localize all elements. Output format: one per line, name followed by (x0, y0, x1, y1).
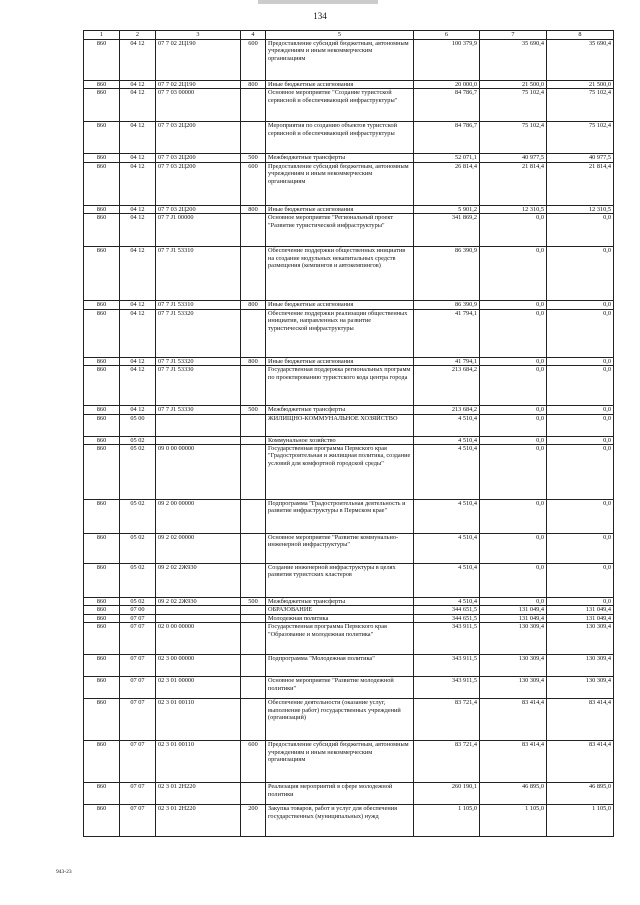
target-article-cell: 07 7 J1 53330 (156, 406, 241, 414)
amount-col8-cell: 0,0 (547, 533, 614, 563)
amount-col8-cell: 0,0 (547, 406, 614, 414)
table-row (84, 805, 614, 837)
section-code-cell: 04 12 (120, 309, 156, 357)
amount-col7-cell: 0,0 (480, 597, 547, 605)
amount-col6-cell: 4 510,4 (414, 597, 480, 605)
section-code-cell: 05 02 (120, 444, 156, 499)
amount-col7-cell: 0,0 (480, 436, 547, 444)
ministry-code-cell: 860 (84, 414, 120, 436)
ministry-code-cell: 860 (84, 805, 120, 837)
expense-type-cell (241, 614, 266, 622)
amount-col8-cell: 46 895,0 (547, 783, 614, 805)
item-name-cell: Предоставление субсидий бюджетным, автономным учреждениям и иным некоммерческим организациям (266, 162, 414, 205)
amount-col7-cell: 0,0 (480, 533, 547, 563)
target-article-cell: 07 7 02 2Ц190 (156, 81, 241, 89)
expense-type-cell (241, 533, 266, 563)
table-row (84, 214, 614, 247)
item-name-cell: Коммунальное хозяйство (266, 436, 414, 444)
item-name-cell: Создание инженерной инфраструктуры в целях развития туристских кластеров (266, 563, 414, 597)
table-row (84, 623, 614, 655)
amount-col8-cell: 0,0 (547, 597, 614, 605)
amount-col6-cell: 4 510,4 (414, 414, 480, 436)
table-row (84, 655, 614, 677)
table-row (84, 699, 614, 741)
target-article-cell: 09 2 00 00000 (156, 499, 241, 533)
target-article-cell: 02 3 01 2Н220 (156, 805, 241, 837)
target-article-cell: 09 2 02 2Ж930 (156, 563, 241, 597)
expense-type-cell: 800 (241, 301, 266, 309)
item-name-cell: Государственная программа Пермского края "Образование и молодежная политика" (266, 623, 414, 655)
table-row (84, 614, 614, 622)
expense-type-cell (241, 606, 266, 614)
section-code-cell: 07 07 (120, 741, 156, 783)
table-row (84, 366, 614, 406)
amount-col7-cell: 0,0 (480, 214, 547, 247)
ministry-code-cell: 860 (84, 89, 120, 122)
amount-col8-cell: 12 310,5 (547, 205, 614, 213)
amount-col7-cell: 0,0 (480, 357, 547, 365)
item-name-cell: Подпрограмма "Молодежная политика" (266, 655, 414, 677)
item-name-cell: Основное мероприятие "Развитие молодежной политики" (266, 677, 414, 699)
item-name-cell: Иные бюджетные ассигнования (266, 81, 414, 89)
target-article-cell: 07 7 J1 53320 (156, 357, 241, 365)
amount-col8-cell: 0,0 (547, 499, 614, 533)
table-row (84, 563, 614, 597)
amount-col8-cell: 0,0 (547, 309, 614, 357)
amount-col6-cell: 344 651,5 (414, 614, 480, 622)
amount-col7-cell: 131 049,4 (480, 606, 547, 614)
expense-type-cell (241, 122, 266, 154)
section-code-cell: 07 07 (120, 783, 156, 805)
expense-type-cell (241, 499, 266, 533)
target-article-cell: 07 7 J1 53330 (156, 366, 241, 406)
amount-col6-cell: 4 510,4 (414, 499, 480, 533)
section-code-cell: 04 12 (120, 214, 156, 247)
amount-col7-cell: 0,0 (480, 563, 547, 597)
section-code-cell: 04 12 (120, 89, 156, 122)
ministry-code-cell: 860 (84, 309, 120, 357)
item-name-cell: Государственная поддержка региональных программ по проектированию туристского кода центра города (266, 366, 414, 406)
target-article-cell: 02 3 01 2Н220 (156, 783, 241, 805)
expense-type-cell: 800 (241, 81, 266, 89)
table-row (84, 81, 614, 89)
ministry-code-cell: 860 (84, 406, 120, 414)
amount-col8-cell: 21 814,4 (547, 162, 614, 205)
ministry-code-cell: 860 (84, 677, 120, 699)
target-article-cell (156, 436, 241, 444)
table-row (84, 357, 614, 365)
expense-type-cell: 800 (241, 357, 266, 365)
target-article-cell: 09 2 02 00000 (156, 533, 241, 563)
target-article-cell: 07 7 03 2Ц200 (156, 205, 241, 213)
table-row (84, 606, 614, 614)
amount-col7-cell: 130 309,4 (480, 623, 547, 655)
item-name-cell: Молодежная политика (266, 614, 414, 622)
table-row (84, 783, 614, 805)
ministry-code-cell: 860 (84, 81, 120, 89)
expense-type-cell (241, 366, 266, 406)
target-article-cell: 07 7 J1 53320 (156, 309, 241, 357)
amount-col6-cell: 84 786,7 (414, 89, 480, 122)
item-name-cell: ЖИЛИЩНО-КОММУНАЛЬНОЕ ХОЗЯЙСТВО (266, 414, 414, 436)
amount-col6-cell: 343 911,5 (414, 677, 480, 699)
ministry-code-cell: 860 (84, 533, 120, 563)
ministry-code-cell: 860 (84, 247, 120, 301)
amount-col8-cell: 131 049,4 (547, 606, 614, 614)
ministry-code-cell: 860 (84, 366, 120, 406)
amount-col7-cell: 40 977,5 (480, 154, 547, 162)
section-code-cell: 04 12 (120, 406, 156, 414)
section-code-cell: 04 12 (120, 81, 156, 89)
ministry-code-cell: 860 (84, 40, 120, 81)
column-header: 6 (414, 31, 480, 40)
amount-col7-cell: 75 102,4 (480, 89, 547, 122)
table-header (84, 31, 614, 40)
amount-col6-cell: 343 911,5 (414, 623, 480, 655)
amount-col6-cell: 86 390,9 (414, 301, 480, 309)
item-name-cell: Основное мероприятие "Развитие коммунально-инженерной инфраструктуры" (266, 533, 414, 563)
ministry-code-cell: 860 (84, 563, 120, 597)
table-row (84, 414, 614, 436)
ministry-code-cell: 860 (84, 357, 120, 365)
amount-col6-cell: 84 786,7 (414, 122, 480, 154)
table-row (84, 89, 614, 122)
column-header: 2 (120, 31, 156, 40)
item-name-cell: Обеспечение поддержки реализации общественных инициатив, направленных на развитие туристической инфраструктуры (266, 309, 414, 357)
amount-col7-cell: 0,0 (480, 366, 547, 406)
amount-col6-cell: 213 684,2 (414, 406, 480, 414)
column-header: 7 (480, 31, 547, 40)
target-article-cell: 02 3 01 00000 (156, 677, 241, 699)
target-article-cell: 02 3 01 00110 (156, 741, 241, 783)
amount-col6-cell: 20 000,0 (414, 81, 480, 89)
table-row (84, 205, 614, 213)
item-name-cell: Межбюджетные трансферты (266, 406, 414, 414)
amount-col7-cell: 35 690,4 (480, 40, 547, 81)
amount-col7-cell: 83 414,4 (480, 699, 547, 741)
amount-col8-cell: 0,0 (547, 563, 614, 597)
amount-col8-cell: 83 414,4 (547, 699, 614, 741)
item-name-cell: Основное мероприятие "Создание туристской сервисной и обеспечивающей инфраструктуры" (266, 89, 414, 122)
amount-col6-cell: 343 911,5 (414, 655, 480, 677)
target-article-cell (156, 614, 241, 622)
expense-type-cell: 800 (241, 205, 266, 213)
table-row (84, 741, 614, 783)
table-row (84, 597, 614, 605)
amount-col8-cell: 83 414,4 (547, 741, 614, 783)
amount-col8-cell: 21 500,0 (547, 81, 614, 89)
amount-col6-cell: 52 071,1 (414, 154, 480, 162)
amount-col8-cell: 40 977,5 (547, 154, 614, 162)
table-row (84, 499, 614, 533)
item-name-cell: Иные бюджетные ассигнования (266, 301, 414, 309)
expense-type-cell (241, 414, 266, 436)
section-code-cell: 05 02 (120, 597, 156, 605)
item-name-cell: Подпрограмма "Градостроительная деятельность и развитие инфраструктуры в Пермском крае" (266, 499, 414, 533)
target-article-cell: 07 7 03 2Ц200 (156, 154, 241, 162)
amount-col6-cell: 5 901,2 (414, 205, 480, 213)
expense-type-cell: 600 (241, 741, 266, 783)
amount-col8-cell: 0,0 (547, 366, 614, 406)
target-article-cell: 02 0 00 00000 (156, 623, 241, 655)
section-code-cell: 07 07 (120, 614, 156, 622)
footer-code: 943-23 (56, 869, 72, 875)
section-code-cell: 05 02 (120, 533, 156, 563)
ministry-code-cell: 860 (84, 741, 120, 783)
section-code-cell: 04 12 (120, 357, 156, 365)
section-code-cell: 05 02 (120, 499, 156, 533)
amount-col7-cell: 0,0 (480, 406, 547, 414)
section-code-cell: 04 12 (120, 154, 156, 162)
ministry-code-cell: 860 (84, 783, 120, 805)
amount-col6-cell: 86 390,9 (414, 247, 480, 301)
section-code-cell: 07 07 (120, 655, 156, 677)
expense-type-cell (241, 436, 266, 444)
amount-col8-cell: 0,0 (547, 414, 614, 436)
amount-col6-cell: 213 684,2 (414, 366, 480, 406)
ministry-code-cell: 860 (84, 301, 120, 309)
amount-col7-cell: 0,0 (480, 309, 547, 357)
amount-col6-cell: 4 510,4 (414, 436, 480, 444)
ministry-code-cell: 860 (84, 623, 120, 655)
table-row (84, 301, 614, 309)
target-article-cell: 07 7 J1 00000 (156, 214, 241, 247)
target-article-cell: 07 7 J1 53310 (156, 247, 241, 301)
amount-col6-cell: 1 105,0 (414, 805, 480, 837)
amount-col7-cell: 12 310,5 (480, 205, 547, 213)
expense-type-cell: 500 (241, 154, 266, 162)
expense-type-cell: 600 (241, 40, 266, 81)
table-row (84, 436, 614, 444)
ministry-code-cell: 860 (84, 436, 120, 444)
expense-type-cell: 500 (241, 406, 266, 414)
amount-col6-cell: 4 510,4 (414, 563, 480, 597)
item-name-cell: Основное мероприятие "Региональный проект "Развитие туристической инфраструктуры" (266, 214, 414, 247)
amount-col6-cell: 83 721,4 (414, 741, 480, 783)
item-name-cell: Предоставление субсидий бюджетным, автономным учреждениям и иным некоммерческим организациям (266, 741, 414, 783)
section-code-cell: 04 12 (120, 247, 156, 301)
table-row (84, 40, 614, 81)
section-code-cell: 04 12 (120, 40, 156, 81)
item-name-cell: ОБРАЗОВАНИЕ (266, 606, 414, 614)
expense-type-cell (241, 699, 266, 741)
amount-col7-cell: 0,0 (480, 247, 547, 301)
expense-type-cell (241, 623, 266, 655)
amount-col8-cell: 0,0 (547, 214, 614, 247)
budget-table (83, 30, 614, 837)
amount-col8-cell: 1 105,0 (547, 805, 614, 837)
section-code-cell: 07 07 (120, 677, 156, 699)
expense-type-cell (241, 783, 266, 805)
target-article-cell (156, 606, 241, 614)
amount-col8-cell: 0,0 (547, 436, 614, 444)
section-code-cell: 04 12 (120, 301, 156, 309)
table-body (84, 40, 614, 837)
amount-col7-cell: 1 105,0 (480, 805, 547, 837)
amount-col7-cell: 0,0 (480, 301, 547, 309)
amount-col6-cell: 260 190,1 (414, 783, 480, 805)
target-article-cell: 07 7 J1 53310 (156, 301, 241, 309)
target-article-cell: 07 7 02 2Ц190 (156, 40, 241, 81)
ministry-code-cell: 860 (84, 154, 120, 162)
ministry-code-cell: 860 (84, 606, 120, 614)
expense-type-cell: 500 (241, 597, 266, 605)
section-code-cell: 04 12 (120, 205, 156, 213)
table-row (84, 444, 614, 499)
item-name-cell: Предоставление субсидий бюджетным, автономным учреждениям и иным некоммерческим организациям (266, 40, 414, 81)
amount-col8-cell: 35 690,4 (547, 40, 614, 81)
amount-col6-cell: 4 510,4 (414, 533, 480, 563)
amount-col8-cell: 0,0 (547, 301, 614, 309)
amount-col7-cell: 75 102,4 (480, 122, 547, 154)
column-header: 8 (547, 31, 614, 40)
target-article-cell (156, 414, 241, 436)
expense-type-cell (241, 247, 266, 301)
ministry-code-cell: 860 (84, 444, 120, 499)
section-code-cell: 05 02 (120, 436, 156, 444)
ministry-code-cell: 860 (84, 499, 120, 533)
target-article-cell: 07 7 03 2Ц200 (156, 122, 241, 154)
amount-col6-cell: 26 814,4 (414, 162, 480, 205)
item-name-cell: Обеспечение деятельности (оказание услуг, выполнение работ) государственных учреждений (организаций) (266, 699, 414, 741)
amount-col6-cell: 344 651,5 (414, 606, 480, 614)
item-name-cell: Межбюджетные трансферты (266, 597, 414, 605)
column-header: 1 (84, 31, 120, 40)
ministry-code-cell: 860 (84, 655, 120, 677)
section-code-cell: 05 02 (120, 563, 156, 597)
table-row (84, 406, 614, 414)
ministry-code-cell: 860 (84, 162, 120, 205)
target-article-cell: 09 0 00 00000 (156, 444, 241, 499)
target-article-cell: 09 2 02 2Ж930 (156, 597, 241, 605)
target-article-cell: 07 7 03 00000 (156, 89, 241, 122)
target-article-cell: 02 3 01 00110 (156, 699, 241, 741)
amount-col7-cell: 83 414,4 (480, 741, 547, 783)
ministry-code-cell: 860 (84, 597, 120, 605)
item-name-cell: Реализация мероприятий в сфере молодежной политики (266, 783, 414, 805)
expense-type-cell (241, 214, 266, 247)
table-row (84, 247, 614, 301)
expense-type-cell (241, 89, 266, 122)
column-number-row (84, 31, 614, 40)
section-code-cell: 07 07 (120, 623, 156, 655)
item-name-cell: Закупка товаров, работ и услуг для обеспечения государственных (муниципальных) нужд (266, 805, 414, 837)
section-code-cell: 07 07 (120, 699, 156, 741)
page-number: 134 (313, 11, 327, 21)
ministry-code-cell: 860 (84, 614, 120, 622)
amount-col8-cell: 130 309,4 (547, 623, 614, 655)
ministry-code-cell: 860 (84, 699, 120, 741)
amount-col8-cell: 0,0 (547, 247, 614, 301)
section-code-cell: 04 12 (120, 366, 156, 406)
ministry-code-cell: 860 (84, 214, 120, 247)
amount-col8-cell: 75 102,4 (547, 89, 614, 122)
amount-col8-cell: 130 309,4 (547, 677, 614, 699)
section-code-cell: 05 00 (120, 414, 156, 436)
amount-col7-cell: 21 814,4 (480, 162, 547, 205)
section-code-cell: 07 07 (120, 805, 156, 837)
target-article-cell: 02 3 00 00000 (156, 655, 241, 677)
amount-col8-cell: 0,0 (547, 357, 614, 365)
scan-artifact (258, 0, 378, 4)
item-name-cell: Мероприятия по созданию объектов туристской сервисной и обеспечивающей инфраструктуры (266, 122, 414, 154)
amount-col6-cell: 41 794,1 (414, 309, 480, 357)
item-name-cell: Обеспечение поддержки общественных инициатив на создание модульных некапитальных средств размещения (кемпингов и автокемпингов) (266, 247, 414, 301)
expense-type-cell (241, 677, 266, 699)
expense-type-cell: 200 (241, 805, 266, 837)
amount-col8-cell: 0,0 (547, 444, 614, 499)
section-code-cell: 04 12 (120, 122, 156, 154)
amount-col8-cell: 75 102,4 (547, 122, 614, 154)
amount-col7-cell: 0,0 (480, 499, 547, 533)
amount-col6-cell: 4 510,4 (414, 444, 480, 499)
section-code-cell: 07 00 (120, 606, 156, 614)
amount-col7-cell: 46 895,0 (480, 783, 547, 805)
item-name-cell: Иные бюджетные ассигнования (266, 205, 414, 213)
amount-col6-cell: 100 379,9 (414, 40, 480, 81)
amount-col6-cell: 341 869,2 (414, 214, 480, 247)
amount-col7-cell: 130 309,4 (480, 655, 547, 677)
expense-type-cell (241, 444, 266, 499)
amount-col7-cell: 130 309,4 (480, 677, 547, 699)
ministry-code-cell: 860 (84, 122, 120, 154)
amount-col8-cell: 130 309,4 (547, 655, 614, 677)
table-row (84, 154, 614, 162)
column-header: 3 (156, 31, 241, 40)
table-row (84, 122, 614, 154)
ministry-code-cell: 860 (84, 205, 120, 213)
amount-col8-cell: 131 049,4 (547, 614, 614, 622)
target-article-cell: 07 7 03 2Ц200 (156, 162, 241, 205)
expense-type-cell (241, 655, 266, 677)
column-header: 4 (241, 31, 266, 40)
amount-col7-cell: 21 500,0 (480, 81, 547, 89)
amount-col7-cell: 0,0 (480, 444, 547, 499)
item-name-cell: Государственная программа Пермского края "Градостроительная и жилищная политика, создание условий для комфортной городской среды" (266, 444, 414, 499)
expense-type-cell: 600 (241, 162, 266, 205)
table-row (84, 533, 614, 563)
table-row (84, 162, 614, 205)
table-row (84, 677, 614, 699)
section-code-cell: 04 12 (120, 162, 156, 205)
item-name-cell: Межбюджетные трансферты (266, 154, 414, 162)
amount-col6-cell: 41 794,1 (414, 357, 480, 365)
expense-type-cell (241, 309, 266, 357)
amount-col7-cell: 0,0 (480, 414, 547, 436)
column-header: 5 (266, 31, 414, 40)
item-name-cell: Иные бюджетные ассигнования (266, 357, 414, 365)
table-row (84, 309, 614, 357)
amount-col6-cell: 83 721,4 (414, 699, 480, 741)
amount-col7-cell: 131 049,4 (480, 614, 547, 622)
expense-type-cell (241, 563, 266, 597)
